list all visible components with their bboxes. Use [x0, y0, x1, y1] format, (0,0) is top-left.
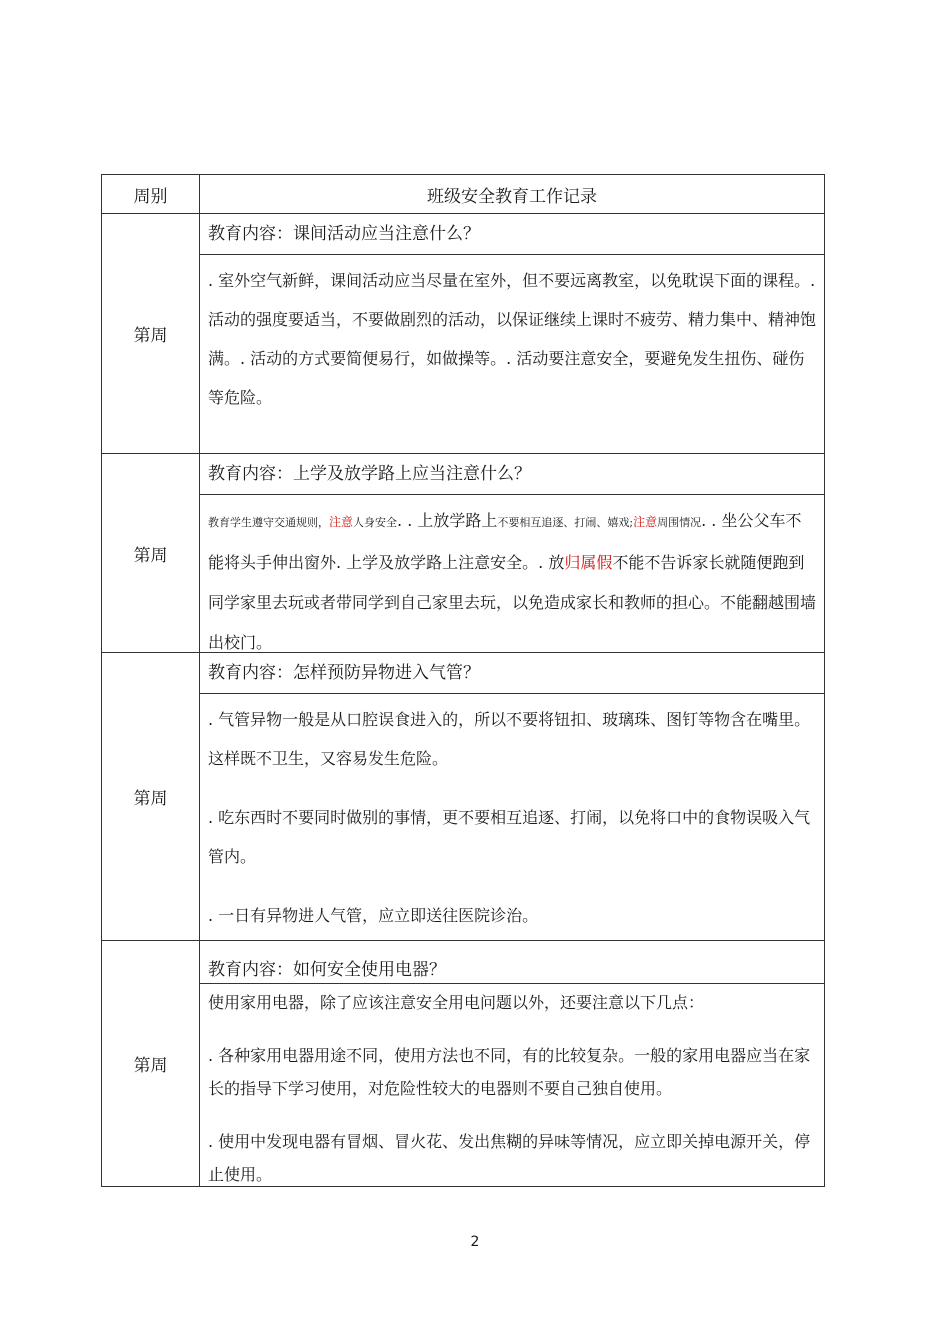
table-row: [102, 454, 825, 653]
content-paragraph: [208, 501, 816, 663]
week-cell: 第周: [102, 214, 200, 454]
topic-heading: 教育内容：课间活动应当注意什么？: [200, 214, 824, 255]
highlight-text: 注意: [633, 515, 658, 529]
content-paragraph: . 室外空气新鲜，课间活动应当尽量在室外，但不要远离教室，以免耽误下面的课程。. 活动的强度要适当，不要做剧烈的活动，以保证继续上课时不疲劳、精力集中、精神饱满。. 活动的方式要简便易行，如做操等。. 活动要注意安全，要避免发生扭伤、碰伤等危险。: [208, 271, 817, 407]
page-number: 2: [470, 1234, 480, 1250]
content-cell: [200, 214, 825, 454]
content-cell: [200, 941, 825, 1187]
table-row: [102, 653, 825, 941]
content-body: [200, 495, 824, 652]
topic-heading: 教育内容：怎样预防异物进入气管？: [200, 653, 824, 694]
week-cell: 第周: [102, 653, 200, 941]
content-body: [200, 255, 824, 453]
header-week-column: 周别: [102, 175, 200, 214]
paragraph-gap: [208, 778, 816, 798]
content-paragraph: . 一日有异物进人气管，应立即送往医院诊治。: [208, 906, 539, 925]
inline-text: 不能不告诉家长就随便跑到同学家里去玩或者带同学到自己家里去玩，以免造成家长和教师的担心。不能翻越围墙出校门。: [208, 553, 817, 652]
content-paragraph: 使用家用电器，除了应该注意安全用电问题以外，还要注意以下几点：: [208, 993, 705, 1012]
table-row: [102, 941, 825, 1187]
topic-heading: 教育内容：如何安全使用电器？: [200, 945, 824, 984]
paragraph-gap: [208, 876, 816, 896]
content-cell: [200, 653, 825, 941]
content-paragraph: . 吃东西时不要同时做别的事情，更不要相互追逐、打闹，以免将口中的食物误吸入气管内。: [208, 808, 811, 866]
header-record-column: 班级安全教育工作记录: [200, 175, 825, 214]
topic-heading: 教育内容：上学及放学路上应当注意什么？: [200, 454, 824, 495]
highlight-text: 注意: [329, 515, 354, 529]
safety-education-table: [101, 174, 825, 1187]
paragraph-gap: [208, 1105, 816, 1125]
inline-text: 不要相互追逐、打闹、嬉戏;: [497, 516, 634, 529]
table-header-row: [102, 175, 825, 214]
content-paragraph: . 使用中发现电器有冒烟、冒火花、发出焦糊的异味等情况，应立即关掉电源开关，停止使用。: [208, 1132, 811, 1184]
content-paragraph: . 气管异物一般是从口腔误食进入的，所以不要将钮扣、玻璃珠、图钉等物含在嘴里。这样既不卫生，又容易发生危险。: [208, 710, 811, 768]
content-paragraph: . 各种家用电器用途不同，使用方法也不同，有的比较复杂。一般的家用电器应当在家长的指导下学习使用，对危险性较大的电器则不要自己独自使用。: [208, 1046, 811, 1098]
inline-text: . . 上放学路上: [397, 511, 498, 530]
content-body: [200, 984, 824, 1182]
highlight-text: 归属假: [564, 553, 613, 572]
inline-text: . . 坐公父车不能将头手伸出窗外. 上学及放学路上注意安全。. 放: [208, 511, 802, 572]
content-cell: [200, 454, 825, 653]
table-row: [102, 214, 825, 454]
inline-text: 周围情况: [657, 516, 702, 529]
week-cell: 第周: [102, 454, 200, 653]
paragraph-gap: [208, 1019, 816, 1039]
week-cell: 第周: [102, 941, 200, 1187]
content-body: [200, 694, 824, 940]
inline-text: 人身安全: [353, 516, 398, 529]
inline-text: 教育学生遵守交通规则，: [208, 516, 329, 529]
